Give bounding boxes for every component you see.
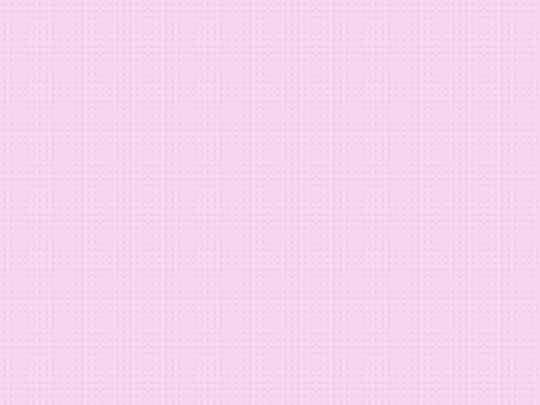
page xyxy=(0,0,540,4)
